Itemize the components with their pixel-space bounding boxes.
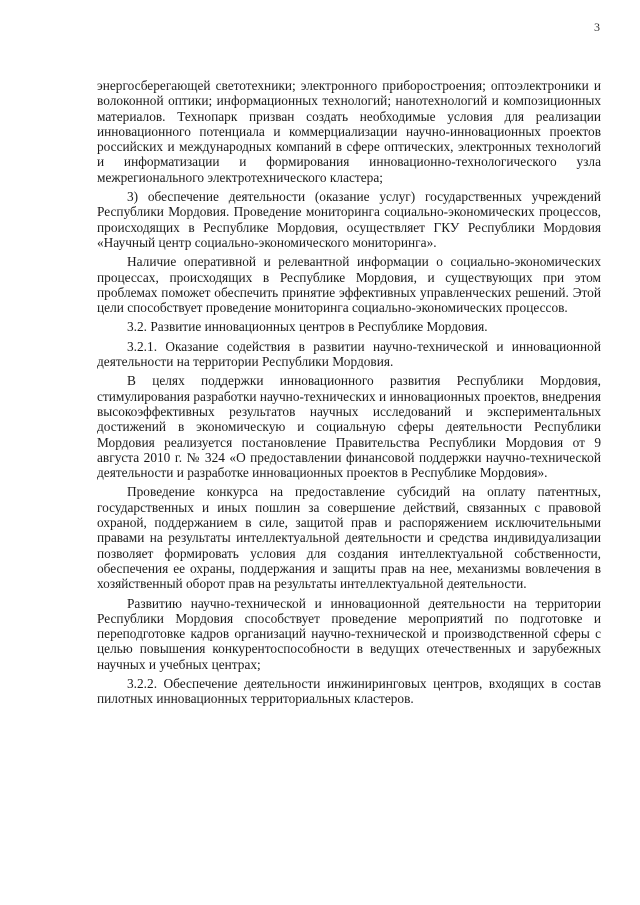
document-body	[97, 78, 601, 707]
paragraph-technopark: энергосберегающей светотехники; электронного приборостроения; оптоэлектроники и волоконной оптики; информационных технологий; нанотехнологий и композиционных материалов. Технопарк призван создать необходимые условия для реализации инновационного потенциала и коммерциализации научно-инновационных проектов российских и международных компаний в сфере оптических, электронных технологий и информатизации и формирования инновационно-технологического узла межрегионального электротехнического кластера;	[97, 78, 601, 185]
paragraph-innovation-support: В целях поддержки инновационного развития Республики Мордовия, стимулирования разработки научно-технических и инновационных проектов, внедрения высокоэффективных результатов научных исследований и экспериментальных достижений в экономическую и социальную сферы деятельности Республики Мордовия реализуется постановление Правительства Республики Мордовия от 9 августа 2010 г. № 324 «О предоставлении финансовой поддержки научно-технической деятельности и разработке инновационных проектов в Республике Мордовия».	[97, 373, 601, 481]
paragraph-state-institutions: 3) обеспечение деятельности (оказание услуг) государственных учреждений Республики Мордовия. Проведение мониторинга социально-экономических процессов, происходящих в Республике Мордовия, осуществляет ГКУ Республики Мордовия «Научный центр социально-экономического мониторинга».	[97, 189, 601, 250]
paragraph-personnel-training: Развитию научно-технической и инновационной деятельности на территории Республики Мордовия способствует проведение мероприятий по подготовке и переподготовке кадров организаций научно-технической и производственной сферы с целью повышения конкурентоспособности в ведущих отечественных и зарубежных научных и учебных центрах;	[97, 595, 601, 672]
page-number: 3	[594, 20, 600, 34]
paragraph-monitoring-info: Наличие оперативной и релевантной информации о социально-экономических процессах, происходящих в Республике Мордовия, и существующих при этом проблемах поможет обеспечить принятие эффективных управленческих решений. Этой цели способствует проведение мониторинга социально-экономических процессов.	[97, 254, 601, 316]
paragraph-subsidy-contest: Проведение конкурса на предоставление субсидий на оплату патентных, государственных и иных пошлин за совершение действий, связанных с правовой охраной, поддержанием в силе, защитой прав и распоряжением исключительными правами на результаты интеллектуальной деятельности и средства индивидуализации позволяет формировать условия для создания интеллектуальной собственности, обеспечения ее охраны, поддержания и защиты прав на нее, механизмы вовлечения в хозяйственный оборот прав на результаты интеллектуальной деятельности.	[97, 484, 601, 592]
section-heading-3-2-2: 3.2.2. Обеспечение деятельности инжиниринговых центров, входящих в состав пилотных инновационных территориальных кластеров.	[97, 675, 601, 707]
section-heading-3-2-1: 3.2.1. Оказание содействия в развитии научно-технической и инновационной деятельности на территории Республики Мордовия.	[97, 338, 601, 370]
section-heading-3-2: 3.2. Развитие инновационных центров в Республике Мордовия.	[127, 319, 488, 335]
